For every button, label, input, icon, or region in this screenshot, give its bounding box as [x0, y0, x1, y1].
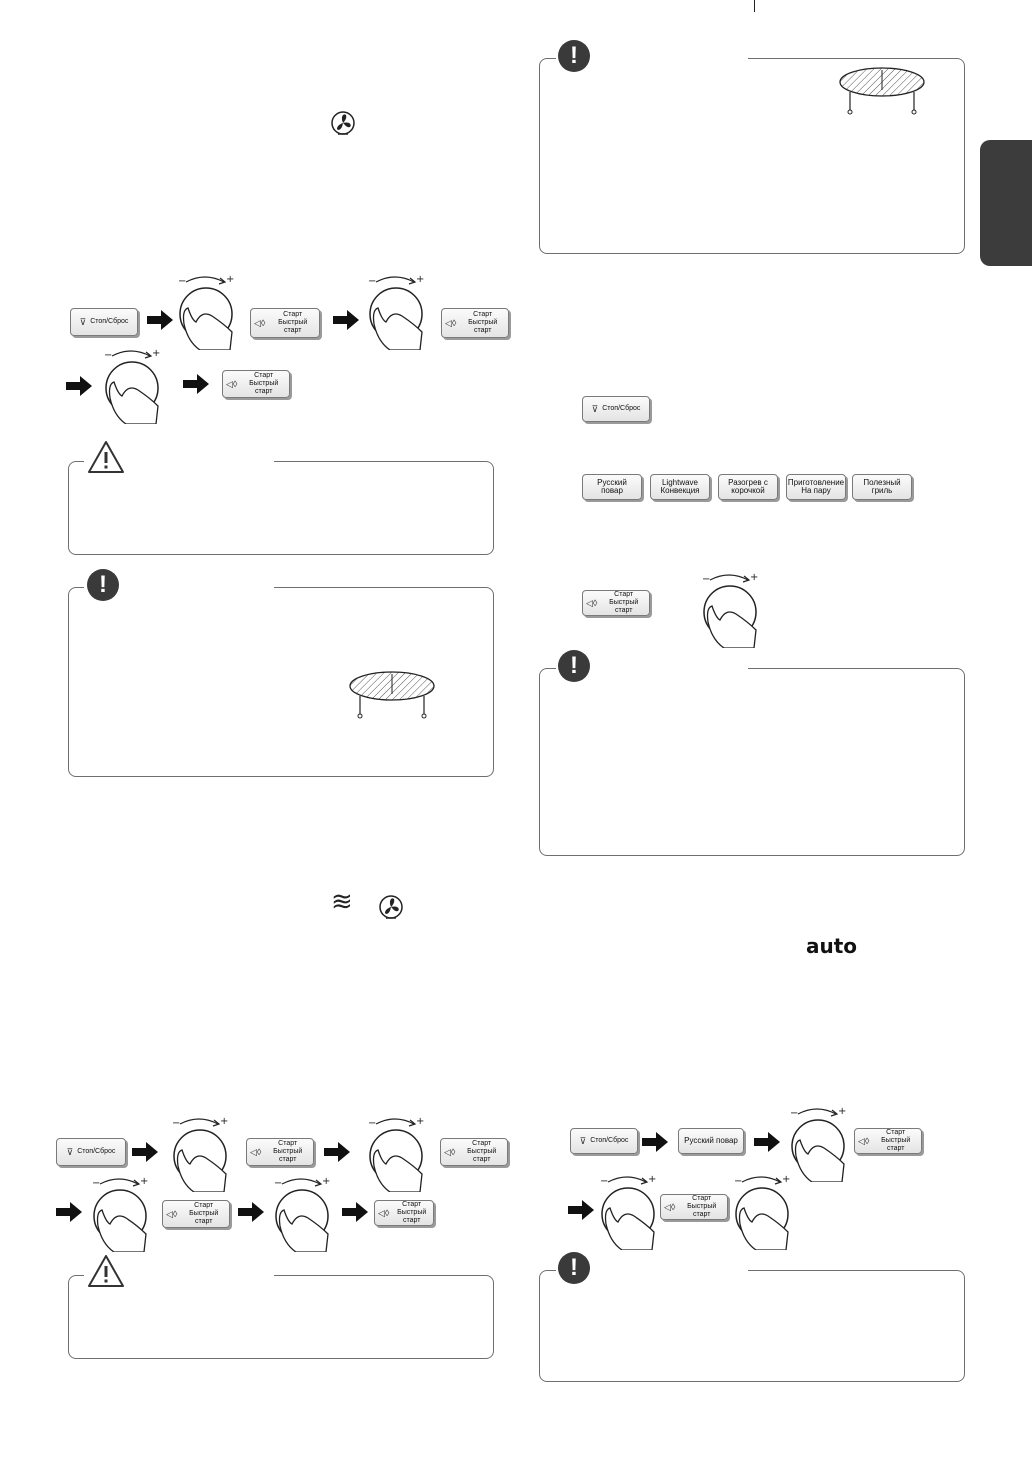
- stop-icon: ⊽: [66, 1146, 74, 1157]
- svg-text:+: +: [750, 572, 759, 583]
- start-quickstart-button[interactable]: ◁◊ Старт Быстрый старт: [582, 590, 650, 616]
- svg-text:−: −: [104, 350, 113, 361]
- start-icon: ◁◊: [250, 1146, 262, 1157]
- russian-chef-button[interactable]: Русский повар: [678, 1128, 744, 1154]
- svg-text:−: −: [172, 1118, 181, 1129]
- svg-text:−: −: [178, 276, 187, 287]
- note-exclamation-icon: !: [558, 650, 590, 682]
- dial-knob[interactable]: [594, 1170, 660, 1250]
- start-icon: ◁◊: [254, 317, 266, 328]
- stop-reset-button[interactable]: ⊽ Стоп/Сброс: [56, 1138, 126, 1166]
- start-icon: ◁◊: [445, 317, 457, 328]
- start-icon: ◁◊: [378, 1207, 390, 1218]
- start-quickstart-button[interactable]: ◁◊ Старт Быстрый старт: [660, 1194, 728, 1220]
- start-quickstart-button[interactable]: ◁◊ Старт Быстрый старт: [222, 370, 290, 398]
- start-icon: ◁◊: [586, 597, 598, 608]
- russian-chef-button[interactable]: Русский повар: [582, 474, 642, 500]
- note-box: [539, 668, 965, 856]
- microwave-symbol: ≋: [331, 887, 353, 917]
- start-quickstart-button[interactable]: ◁◊ Старт Быстрый старт: [246, 1138, 314, 1166]
- svg-text:−: −: [274, 1178, 283, 1189]
- section-side-tab: [980, 140, 1032, 266]
- svg-text:+: +: [782, 1174, 791, 1185]
- warning-icon: [87, 1254, 125, 1288]
- note-exclamation-icon: !: [558, 1252, 590, 1284]
- warning-icon: [87, 440, 125, 474]
- svg-text:+: +: [838, 1106, 847, 1117]
- stop-icon: ⊽: [579, 1135, 587, 1146]
- start-icon: ◁◊: [226, 378, 238, 389]
- reheat-crust-button[interactable]: Разогрев с корочкой: [718, 474, 778, 500]
- arrow-right-icon: [642, 1132, 668, 1152]
- fan-convection-icon: [330, 110, 356, 136]
- start-quickstart-button[interactable]: ◁◊ Старт Быстрый старт: [440, 1138, 508, 1166]
- dial-knob[interactable]: [362, 270, 428, 350]
- start-quickstart-button[interactable]: ◁◊ Старт Быстрый старт: [854, 1128, 922, 1154]
- stop-icon: ⊽: [591, 403, 599, 414]
- svg-text:+: +: [226, 274, 235, 285]
- start-icon: ◁◊: [444, 1146, 456, 1157]
- dial-knob[interactable]: [362, 1112, 428, 1192]
- stop-reset-button[interactable]: ⊽ Стоп/Сброс: [582, 396, 650, 422]
- svg-text:+: +: [416, 274, 425, 285]
- svg-text:+: +: [220, 1116, 229, 1127]
- arrow-right-icon: [333, 310, 359, 330]
- svg-text:−: −: [790, 1108, 799, 1119]
- svg-text:+: +: [322, 1176, 331, 1187]
- arrow-right-icon: [183, 374, 209, 394]
- arrow-right-icon: [568, 1200, 594, 1220]
- stop-reset-button[interactable]: ⊽ Стоп/Сброс: [70, 308, 138, 336]
- start-quickstart-button[interactable]: ◁◊ Старт Быстрый старт: [162, 1200, 230, 1228]
- svg-text:−: −: [702, 574, 711, 585]
- lightwave-convection-button[interactable]: Lightwave Конвекция: [650, 474, 710, 500]
- svg-text:−: −: [600, 1176, 609, 1187]
- arrow-right-icon: [147, 310, 173, 330]
- svg-text:+: +: [140, 1176, 149, 1187]
- arrow-right-icon: [754, 1132, 780, 1152]
- note-exclamation-icon: !: [558, 40, 590, 72]
- healthy-grill-button[interactable]: Полезный гриль: [852, 474, 912, 500]
- grill-rack-image: [836, 64, 932, 116]
- dial-knob[interactable]: [166, 1112, 232, 1192]
- page-top-rule: [754, 0, 755, 12]
- fan-convection-icon: [378, 894, 404, 920]
- arrow-right-icon: [132, 1142, 158, 1162]
- svg-text:+: +: [152, 348, 161, 359]
- svg-text:−: −: [368, 1118, 377, 1129]
- note-box: [539, 1270, 965, 1382]
- steam-cooking-button[interactable]: Приготовление На пару: [786, 474, 846, 500]
- svg-text:+: +: [416, 1116, 425, 1127]
- arrow-right-icon: [56, 1202, 82, 1222]
- grill-rack-image: [346, 668, 442, 720]
- start-icon: ◁◊: [858, 1135, 870, 1146]
- dial-knob[interactable]: [86, 1172, 152, 1252]
- start-quickstart-button[interactable]: ◁◊ Старт Быстрый старт: [441, 308, 509, 338]
- start-icon: ◁◊: [664, 1201, 676, 1212]
- arrow-right-icon: [238, 1202, 264, 1222]
- stop-icon: ⊽: [79, 316, 87, 327]
- stop-reset-button[interactable]: ⊽ Стоп/Сброс: [570, 1128, 638, 1154]
- svg-text:−: −: [92, 1178, 101, 1189]
- start-quickstart-button[interactable]: ◁◊ Старт Быстрый старт: [374, 1200, 434, 1226]
- dial-knob[interactable]: [172, 270, 238, 350]
- start-icon: ◁◊: [166, 1208, 178, 1219]
- dial-knob[interactable]: [98, 344, 164, 424]
- arrow-right-icon: [342, 1202, 368, 1222]
- warning-box: [68, 1275, 494, 1359]
- svg-text:−: −: [368, 276, 377, 287]
- arrow-right-icon: [324, 1142, 350, 1162]
- svg-text:+: +: [648, 1174, 657, 1185]
- start-quickstart-button[interactable]: ◁◊ Старт Быстрый старт: [250, 308, 320, 338]
- dial-knob[interactable]: [696, 568, 762, 648]
- note-exclamation-icon: !: [87, 569, 119, 601]
- dial-knob[interactable]: [728, 1170, 794, 1250]
- auto-display-label: auto: [806, 934, 858, 958]
- dial-knob[interactable]: [268, 1172, 334, 1252]
- svg-text:−: −: [734, 1176, 743, 1187]
- warning-box: [68, 461, 494, 555]
- arrow-right-icon: [66, 376, 92, 396]
